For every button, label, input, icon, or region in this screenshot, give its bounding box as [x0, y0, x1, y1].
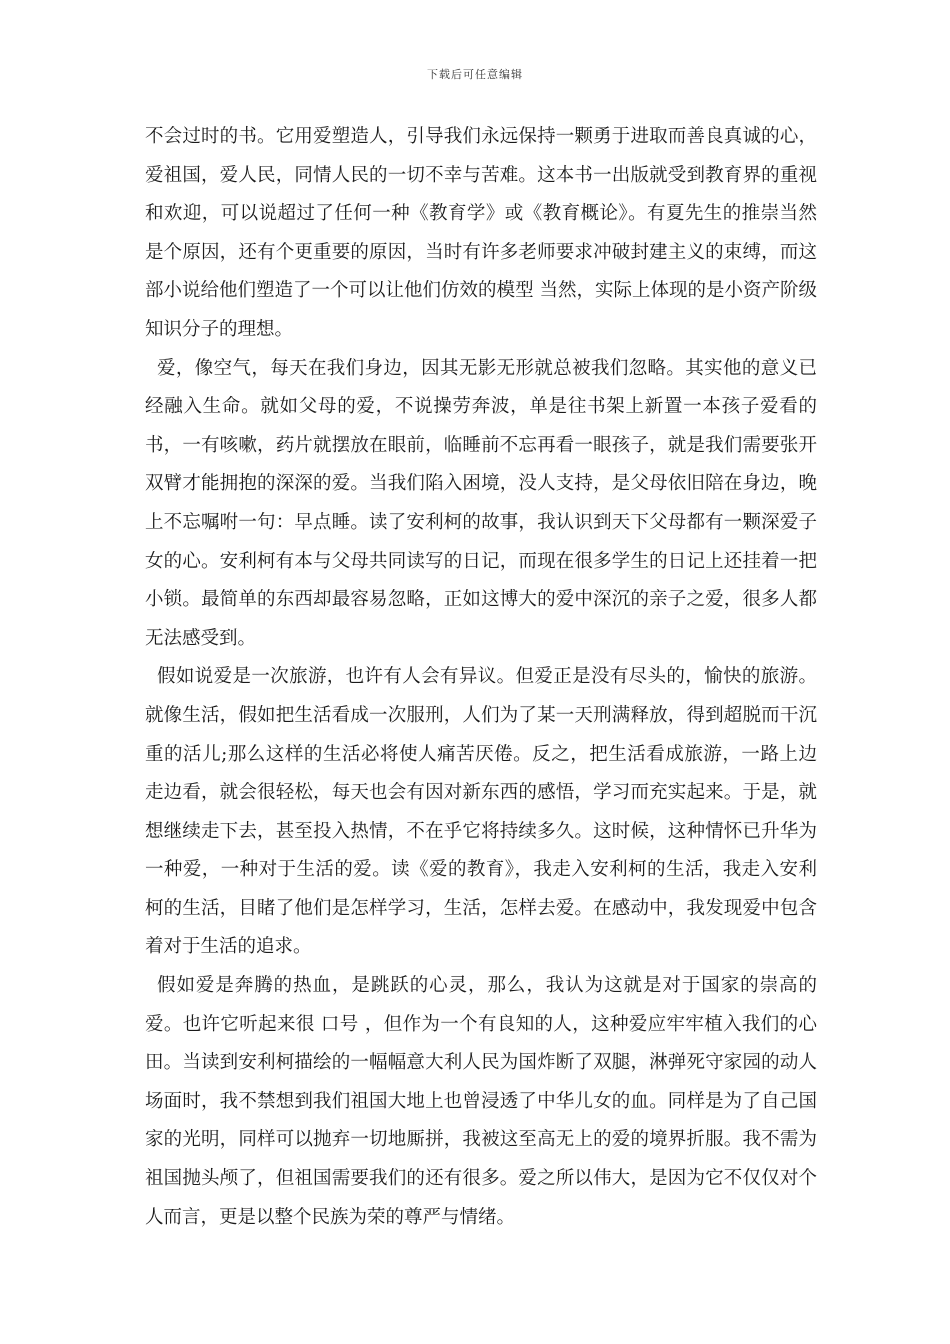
- paragraph-4: 假如爱是奔腾的热血，是跳跃的心灵，那么，我认为这就是对于国家的崇高的爱。也许它听起来很 口号 ，但作为一个有良知的人，这种爱应牢牢植入我们的心田。当读到安利柯描绘的一幅幅意大利人民为国炸断了双腿，淋弹死守家园的动人场面时，我不禁想到我们祖国大地上也曾浸透了中华儿女的血。同样是为了自己国家的光明，同样可以抛弃一切地厮拼，我被这至高无上的爱的境界折服。我不需为祖国抛头颅了，但祖国需要我们的还有很多。爱之所以伟大，是因为它不仅仅对个人而言，更是以整个民族为荣的尊严与情绪。: [145, 975, 817, 1228]
- document-body: [145, 118, 817, 1237]
- paragraph-3: 假如说爱是一次旅游，也许有人会有异议。但爱正是没有尽头的，愉快的旅游。就像生活，假如把生活看成一次服刑，人们为了某一天刑满释放，得到超脱而干沉重的活儿;那么这样的生活必将使人痛苦厌倦。反之，把生活看成旅游，一路上边走边看，就会很轻松，每天也会有因对新东西的感悟，学习而充实起来。于是，就想继续走下去，甚至投入热情，不在乎它将持续多久。这时候，这种情怀已升华为一种爱，一种对于生活的爱。读《爱的教育》，我走入安利柯的生活，我走入安利柯的生活，目睹了他们是怎样学习，生活，怎样去爱。在感动中，我发现爱中包含着对于生活的追求。: [145, 666, 817, 958]
- header-note: 下载后可任意编辑: [427, 68, 523, 81]
- paragraph-1: 不会过时的书。它用爱塑造人，引导我们永远保持一颗勇于进取而善良真诚的心，爱祖国，爱人民，同情人民的一切不幸与苦难。这本书一出版就受到教育界的重视和欢迎，可以说超过了任何一种《教育学》或《教育概论》。有夏先生的推崇当然是个原因，还有个更重要的原因，当时有许多老师要求冲破封建主义的束缚，而这部小说给他们塑造了一个可以让他们仿效的模型 当然，实际上体现的是小资产阶级知识分子的理想。: [145, 126, 817, 340]
- paragraph-2: 爱，像空气，每天在我们身边，因其无影无形就总被我们忽略。其实他的意义已经融入生命。就如父母的爱，不说操劳奔波，单是往书架上新置一本孩子爱看的书，一有咳嗽，药片就摆放在眼前，临睡前不忘再看一眼孩子，就是我们需要张开双臂才能拥抱的深深的爱。当我们陷入困境，没人支持，是父母依旧陪在身边，晚上不忘嘱咐一句：早点睡。读了安利柯的故事，我认识到天下父母都有一颗深爱子女的心。安利柯有本与父母共同读写的日记，而现在很多学生的日记上还挂着一把小锁。最简单的东西却最容易忽略，正如这博大的爱中深沉的亲子之爱，很多人都无法感受到。: [145, 357, 817, 649]
